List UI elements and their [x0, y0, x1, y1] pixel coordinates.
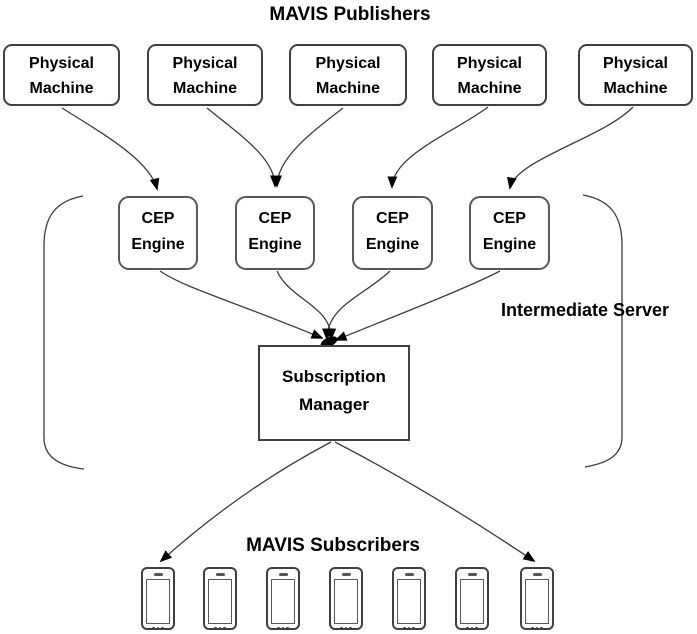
- physical-machine-label: Physical: [457, 55, 522, 72]
- cep-engine-label: Engine: [365, 236, 420, 253]
- cep-engine-label: CEP: [141, 210, 175, 227]
- cep-engine-label: Engine: [482, 236, 537, 253]
- phone-speaker: [468, 573, 477, 576]
- physical-machine-label: Machine: [29, 80, 94, 97]
- phone-speaker: [405, 573, 414, 576]
- left-bracket: [44, 196, 84, 469]
- subscription-manager-label: Subscription: [282, 367, 386, 386]
- physical-machine-label: Physical: [315, 55, 381, 72]
- publishers-title: MAVIS Publishers: [269, 4, 431, 25]
- smartphone-icon: [520, 567, 554, 630]
- physical-machine-box-3: [289, 44, 407, 106]
- smartphone-icon: [329, 567, 363, 630]
- phone-screen: [525, 579, 549, 624]
- phone-screen: [271, 579, 295, 624]
- physical-machine-box-5: [578, 44, 693, 106]
- physical-machine-label: Machine: [603, 80, 668, 97]
- right-bracket: [583, 195, 622, 467]
- arrow-engine4-manager: [336, 271, 500, 340]
- cep-engine-label: Engine: [248, 236, 302, 253]
- arrow-machine2-engine2: [207, 108, 275, 186]
- cep-engine-label: CEP: [376, 210, 409, 227]
- phone-buttons: [522, 627, 552, 630]
- phone-screen: [460, 579, 484, 624]
- phone-buttons: [143, 627, 173, 630]
- phone-speaker: [342, 573, 351, 576]
- smartphone-icon: [141, 567, 175, 630]
- phone-screen: [397, 579, 421, 624]
- subscribers-title: MAVIS Subscribers: [246, 535, 420, 556]
- phone-screen: [334, 579, 358, 624]
- subscription-manager-label: Manager: [299, 395, 369, 414]
- phone-buttons: [331, 627, 361, 630]
- smartphone-icon: [203, 567, 237, 630]
- subscription-manager-box: [258, 345, 410, 441]
- cep-engine-label: Engine: [131, 236, 185, 253]
- cep-engine-label: CEP: [258, 210, 292, 227]
- arrow-engine2-manager: [277, 271, 331, 339]
- smartphone-icon: [455, 567, 489, 630]
- physical-machine-box-4: [432, 44, 547, 106]
- physical-machine-label: Machine: [457, 80, 522, 97]
- arrow-engine1-manager: [160, 271, 322, 338]
- phone-screen: [208, 579, 232, 624]
- arrow-machine4-engine3: [392, 107, 488, 187]
- arrow-machine1-engine1: [62, 108, 157, 189]
- cep-engine-box-3: [352, 196, 433, 270]
- phone-screen: [146, 579, 170, 624]
- physical-machine-label: Machine: [172, 80, 237, 97]
- cep-engine-label: CEP: [493, 210, 526, 227]
- arrow-engine3-manager: [327, 271, 390, 339]
- smartphone-icon: [392, 567, 426, 630]
- phone-speaker: [154, 573, 163, 576]
- phone-buttons: [268, 627, 298, 630]
- cep-engine-box-4: [469, 196, 550, 270]
- cep-engine-box-2: [235, 196, 315, 270]
- arrow-machine5-engine4: [510, 107, 633, 188]
- physical-machine-box-2: [147, 44, 263, 106]
- phone-speaker: [216, 573, 225, 576]
- smartphone-icon: [266, 567, 300, 630]
- phone-speaker: [279, 573, 288, 576]
- arrow-machine3-engine2: [277, 108, 343, 186]
- phone-buttons: [394, 627, 424, 630]
- physical-machine-label: Machine: [315, 80, 380, 97]
- intermediate-server-label: Intermediate Server: [500, 300, 670, 320]
- physical-machine-label: Physical: [172, 55, 238, 72]
- phone-buttons: [205, 627, 235, 630]
- phone-buttons: [457, 627, 487, 630]
- physical-machine-label: Physical: [29, 55, 94, 72]
- physical-machine-box-1: [3, 44, 120, 106]
- cep-engine-box-1: [118, 196, 198, 270]
- phone-speaker: [533, 573, 542, 576]
- physical-machine-label: Physical: [603, 55, 668, 72]
